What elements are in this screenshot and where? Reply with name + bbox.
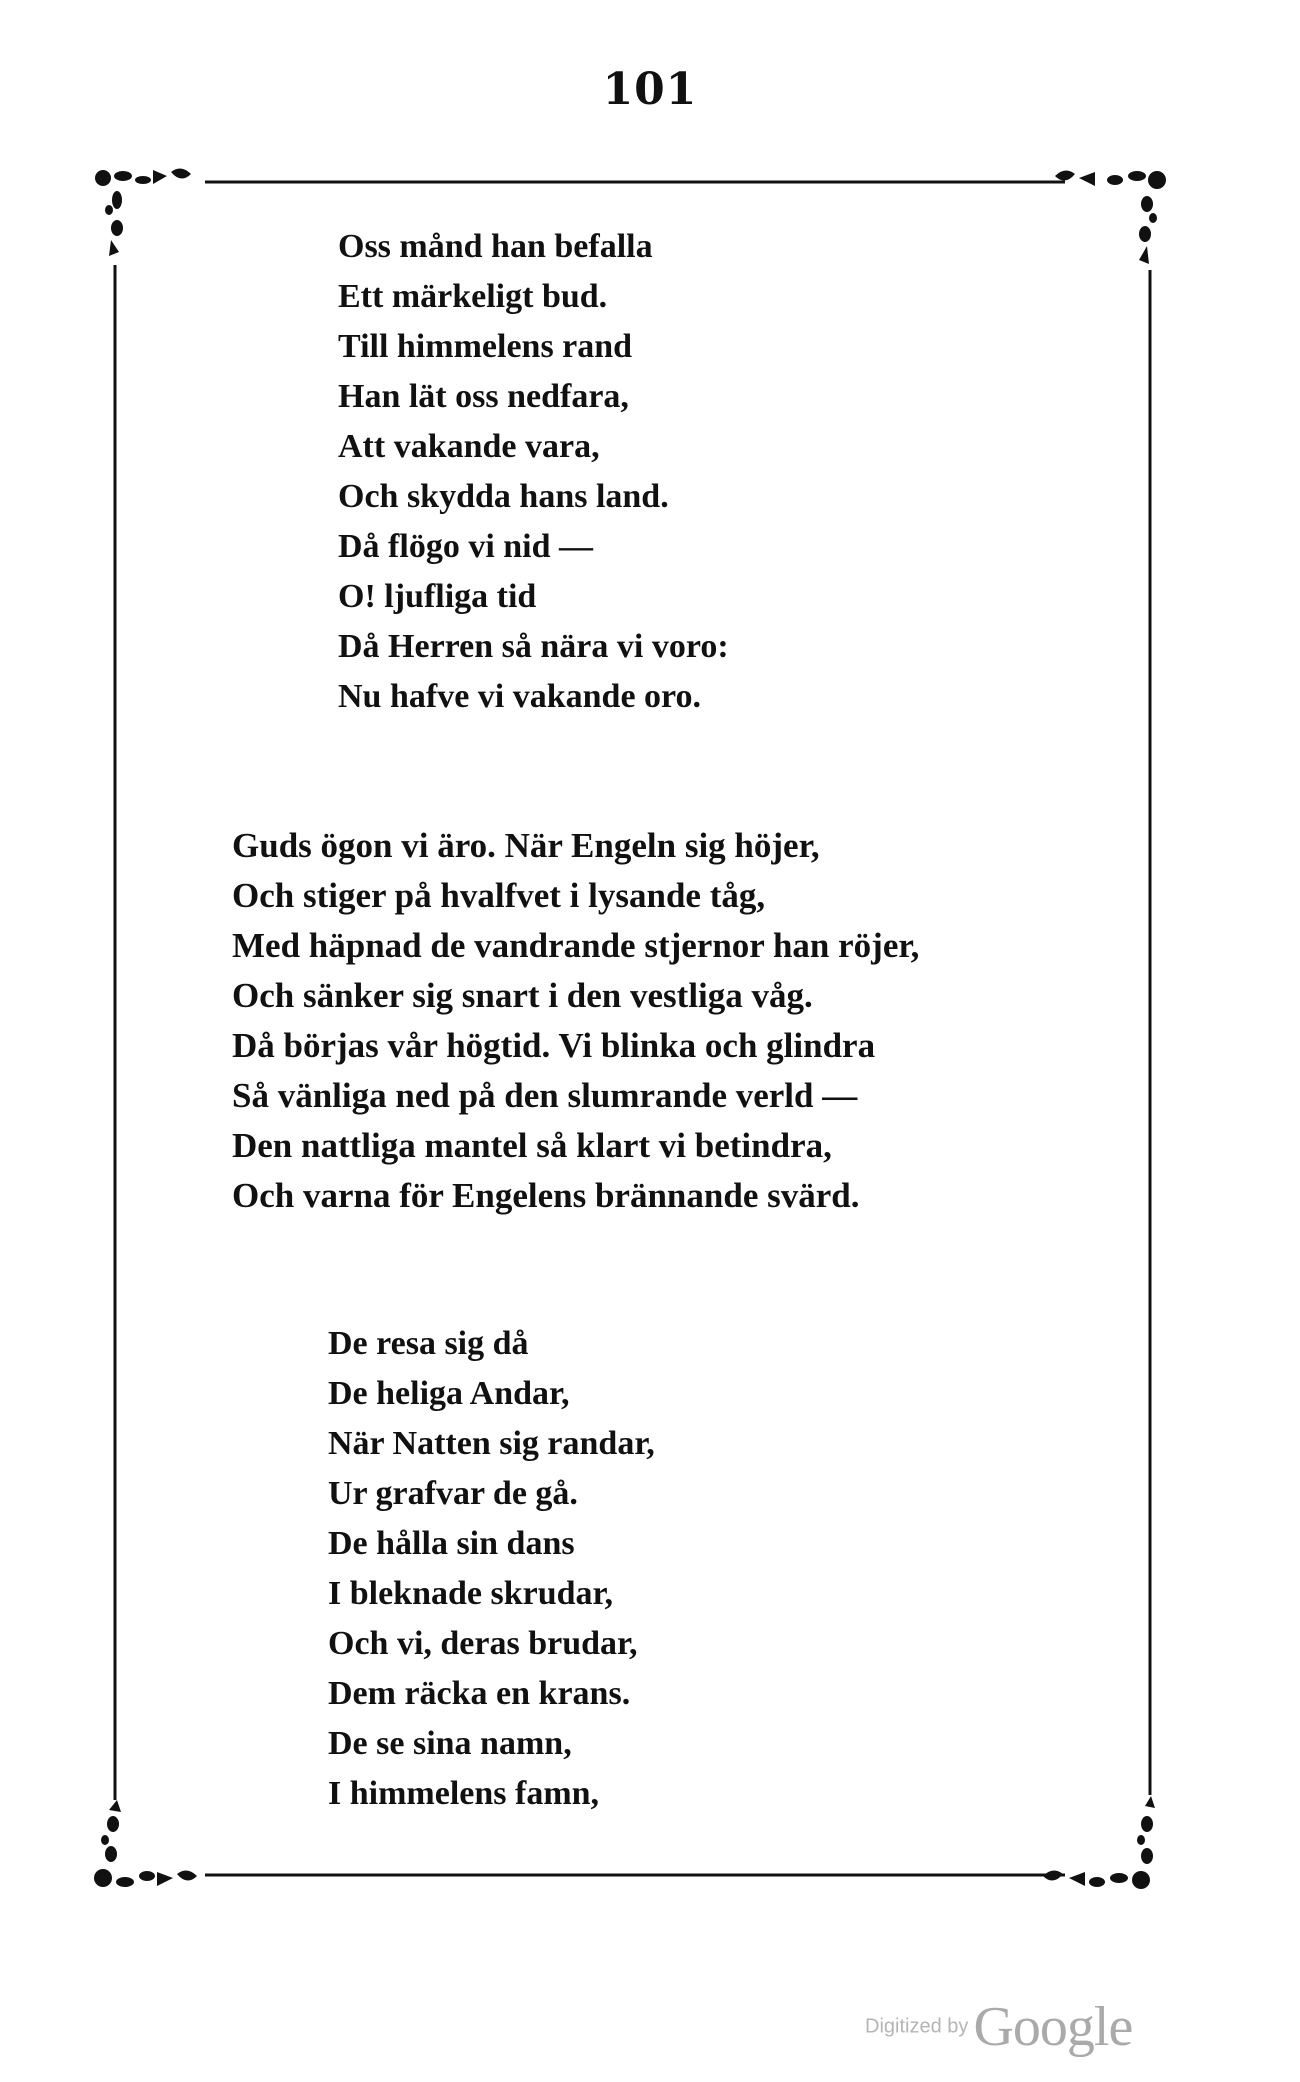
verse-line: Och vi, deras brudar, — [328, 1625, 638, 1662]
digitized-watermark — [865, 1995, 1132, 2059]
verse-line: Och sänker sig snart i den vestliga våg. — [232, 976, 813, 1015]
stanza — [338, 222, 729, 722]
verse-line: Dem räcka en krans. — [328, 1675, 631, 1712]
corner-ornament-bottom-right — [1043, 1796, 1155, 1889]
verse-line: De resa sig då — [328, 1325, 529, 1362]
verse-line: Då Herren så nära vi voro: — [338, 628, 729, 665]
corner-ornament-bottom-left — [94, 1800, 197, 1887]
verse-line: Han lät oss nedfara, — [338, 378, 629, 415]
verse-line: Guds ögon vi äro. När Engeln sig höjer, — [232, 826, 820, 865]
watermark-prefix: Digitized by — [865, 2015, 969, 2038]
verse-line: Då flögo vi nid — — [338, 528, 594, 565]
page-number: 101 — [602, 64, 698, 115]
google-logo: Google — [973, 1996, 1133, 2058]
verse-line: När Natten sig randar, — [328, 1425, 655, 1462]
verse-line: Oss månd han befalla — [338, 228, 653, 265]
corner-ornament-top-right — [1055, 170, 1166, 264]
verse-line: Den nattliga mantel så klart vi betindra, — [232, 1126, 832, 1165]
verse-line: Ur grafvar de gå. — [328, 1475, 578, 1512]
stanza — [232, 821, 919, 1221]
verse-line: Och varna för Engelens brännande svärd. — [232, 1176, 860, 1215]
verse-line: I bleknade skrudar, — [328, 1575, 614, 1612]
verse-line: De heliga Andar, — [328, 1375, 570, 1412]
verse-line: De hålla sin dans — [328, 1525, 575, 1562]
verse-line: Då börjas vår högtid. Vi blinka och glindra — [232, 1026, 876, 1065]
verse-line: Ett märkeligt bud. — [338, 278, 608, 315]
verse-line: Att vakande vara, — [338, 428, 600, 465]
verse-line: O! ljufliga tid — [338, 578, 537, 615]
verse-line: I himmelens famn, — [328, 1775, 600, 1812]
verse-line: Med häpnad de vandrande stjernor han röjer, — [232, 926, 920, 965]
verse-line: Och stiger på hvalfvet i lysande tåg, — [232, 876, 766, 915]
stanza — [328, 1319, 655, 1819]
verse-line: Till himmelens rand — [338, 328, 633, 365]
verse-line: Nu hafve vi vakande oro. — [338, 678, 702, 715]
verse-line: Så vänliga ned på den slumrande verld — — [232, 1076, 858, 1115]
verse-line: Och skydda hans land. — [338, 478, 669, 515]
verse-line: De se sina namn, — [328, 1725, 572, 1762]
corner-ornament-top-left — [95, 168, 191, 256]
